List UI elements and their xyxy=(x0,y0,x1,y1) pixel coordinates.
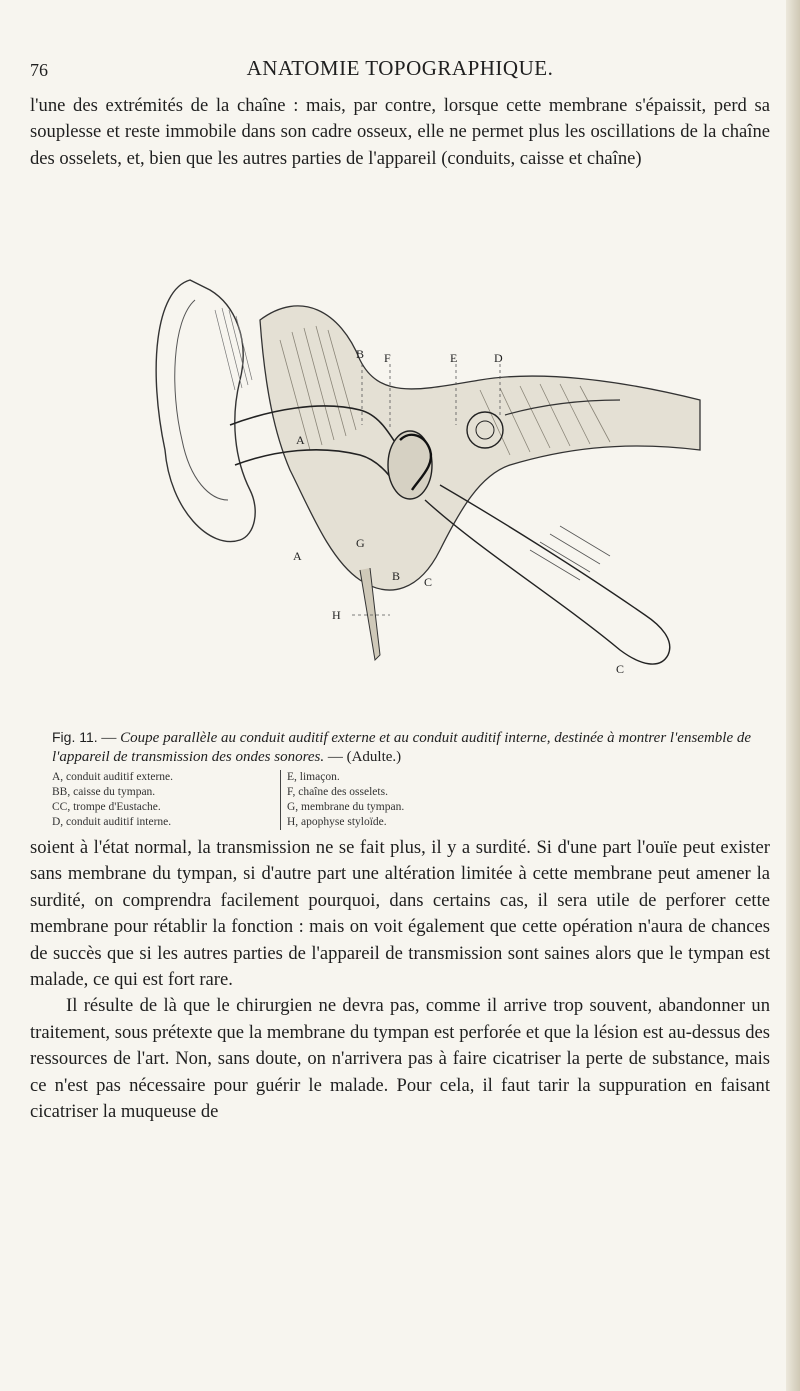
page-header xyxy=(20,56,780,84)
figure-caption xyxy=(52,728,772,767)
anatomical-figure xyxy=(60,250,740,720)
label-b-lower: B xyxy=(392,569,401,583)
legend-item-bb: BB, caisse du tympan. xyxy=(52,786,156,798)
page-number: 76 xyxy=(30,60,48,80)
label-f: F xyxy=(384,351,391,365)
legend-item-d: D, conduit auditif interne. xyxy=(52,816,172,828)
legend-item-cc: CC, trompe d'Eustache. xyxy=(52,801,161,813)
legend-item-g: G, membrane du tympan. xyxy=(287,801,405,813)
paragraphs-bottom xyxy=(30,835,770,1125)
label-c-middle: C xyxy=(424,575,433,589)
label-e: E xyxy=(450,351,458,365)
label-a-upper: A xyxy=(296,433,305,447)
figure-legend xyxy=(52,770,572,834)
label-b-upper: B xyxy=(356,347,365,361)
running-title: ANATOMIE TOPOGRAPHIQUE. xyxy=(246,56,554,80)
label-g: G xyxy=(356,536,365,550)
auricle-outline xyxy=(156,280,255,542)
legend-right-column xyxy=(280,770,527,830)
label-h: H xyxy=(332,608,341,622)
label-a-lower: A xyxy=(293,549,302,563)
paragraph-bottom-1: soient à l'état normal, la transmission ne se fait plus, il y a surdité. Si d'une part l'ouïe peut exister sans membrane du tympan, si d'autre part une altération limitée à cette membrane peut amener la surdité, on comprendra facilement pourquoi, dans certains cas, il sera utile de perforer cette membrane pour rétablir la fonction : mais on voit également que cette opération n'aura de chances de succès que si les autres parties de l'appareil de transmission sont saines alors que le tympan est malade, ce qui est fort rare. xyxy=(30,837,770,991)
legend-item-f: F, chaîne des osselets. xyxy=(287,786,388,798)
legend-item-e: E, limaçon. xyxy=(287,771,340,783)
paragraph-top: l'une des extrémités de la chaîne : mais, par contre, lorsque cette membrane s'épaissit, perd sa souplesse et reste immobile dans son cadre osseux, elle ne permet plus les oscillations de la chaîne des osselets, et, bien que les autres parties de l'appareil (conduits, caisse et chaîne) xyxy=(30,95,770,169)
ear-cross-section-drawing xyxy=(60,250,740,720)
auricle-lobe-hatching xyxy=(215,308,252,390)
legend-item-a: A, conduit auditif externe. xyxy=(52,771,174,783)
legend-item-h: H, apophyse styloïde. xyxy=(287,816,387,828)
label-d: D xyxy=(494,351,503,365)
page-edge-shadow xyxy=(786,0,800,1391)
label-c-lower: C xyxy=(616,662,625,676)
eustachian-tube-hatching xyxy=(530,526,610,580)
paragraph-bottom-2: Il résulte de là que le chirurgien ne devra pas, comme il arrive trop souvent, abandonner un traitement, sous prétexte que la membrane du tympan est perforée et que la lésion est au-dessus des ressources de l'art. Non, sans doute, on n'arrivera pas à faire cicatriser la perte de substance, mais ce n'est pas nécessaire pour guérir le malade. Pour cela, il faut tarir la suppuration en faisant cicatriser la muqueuse de xyxy=(30,995,770,1123)
caption-fig-number: Fig. 11. xyxy=(52,729,98,745)
eustachian-tube xyxy=(425,485,670,664)
caption-note: — (Adulte.) xyxy=(327,749,402,765)
caption-dash: — xyxy=(101,730,117,746)
caption-title: Coupe parallèle au conduit auditif externe et au conduit auditif interne, destinée à montrer l'ensemble de l'appareil de transmission des ondes sonores. xyxy=(52,730,752,765)
legend-left-column xyxy=(52,770,272,830)
